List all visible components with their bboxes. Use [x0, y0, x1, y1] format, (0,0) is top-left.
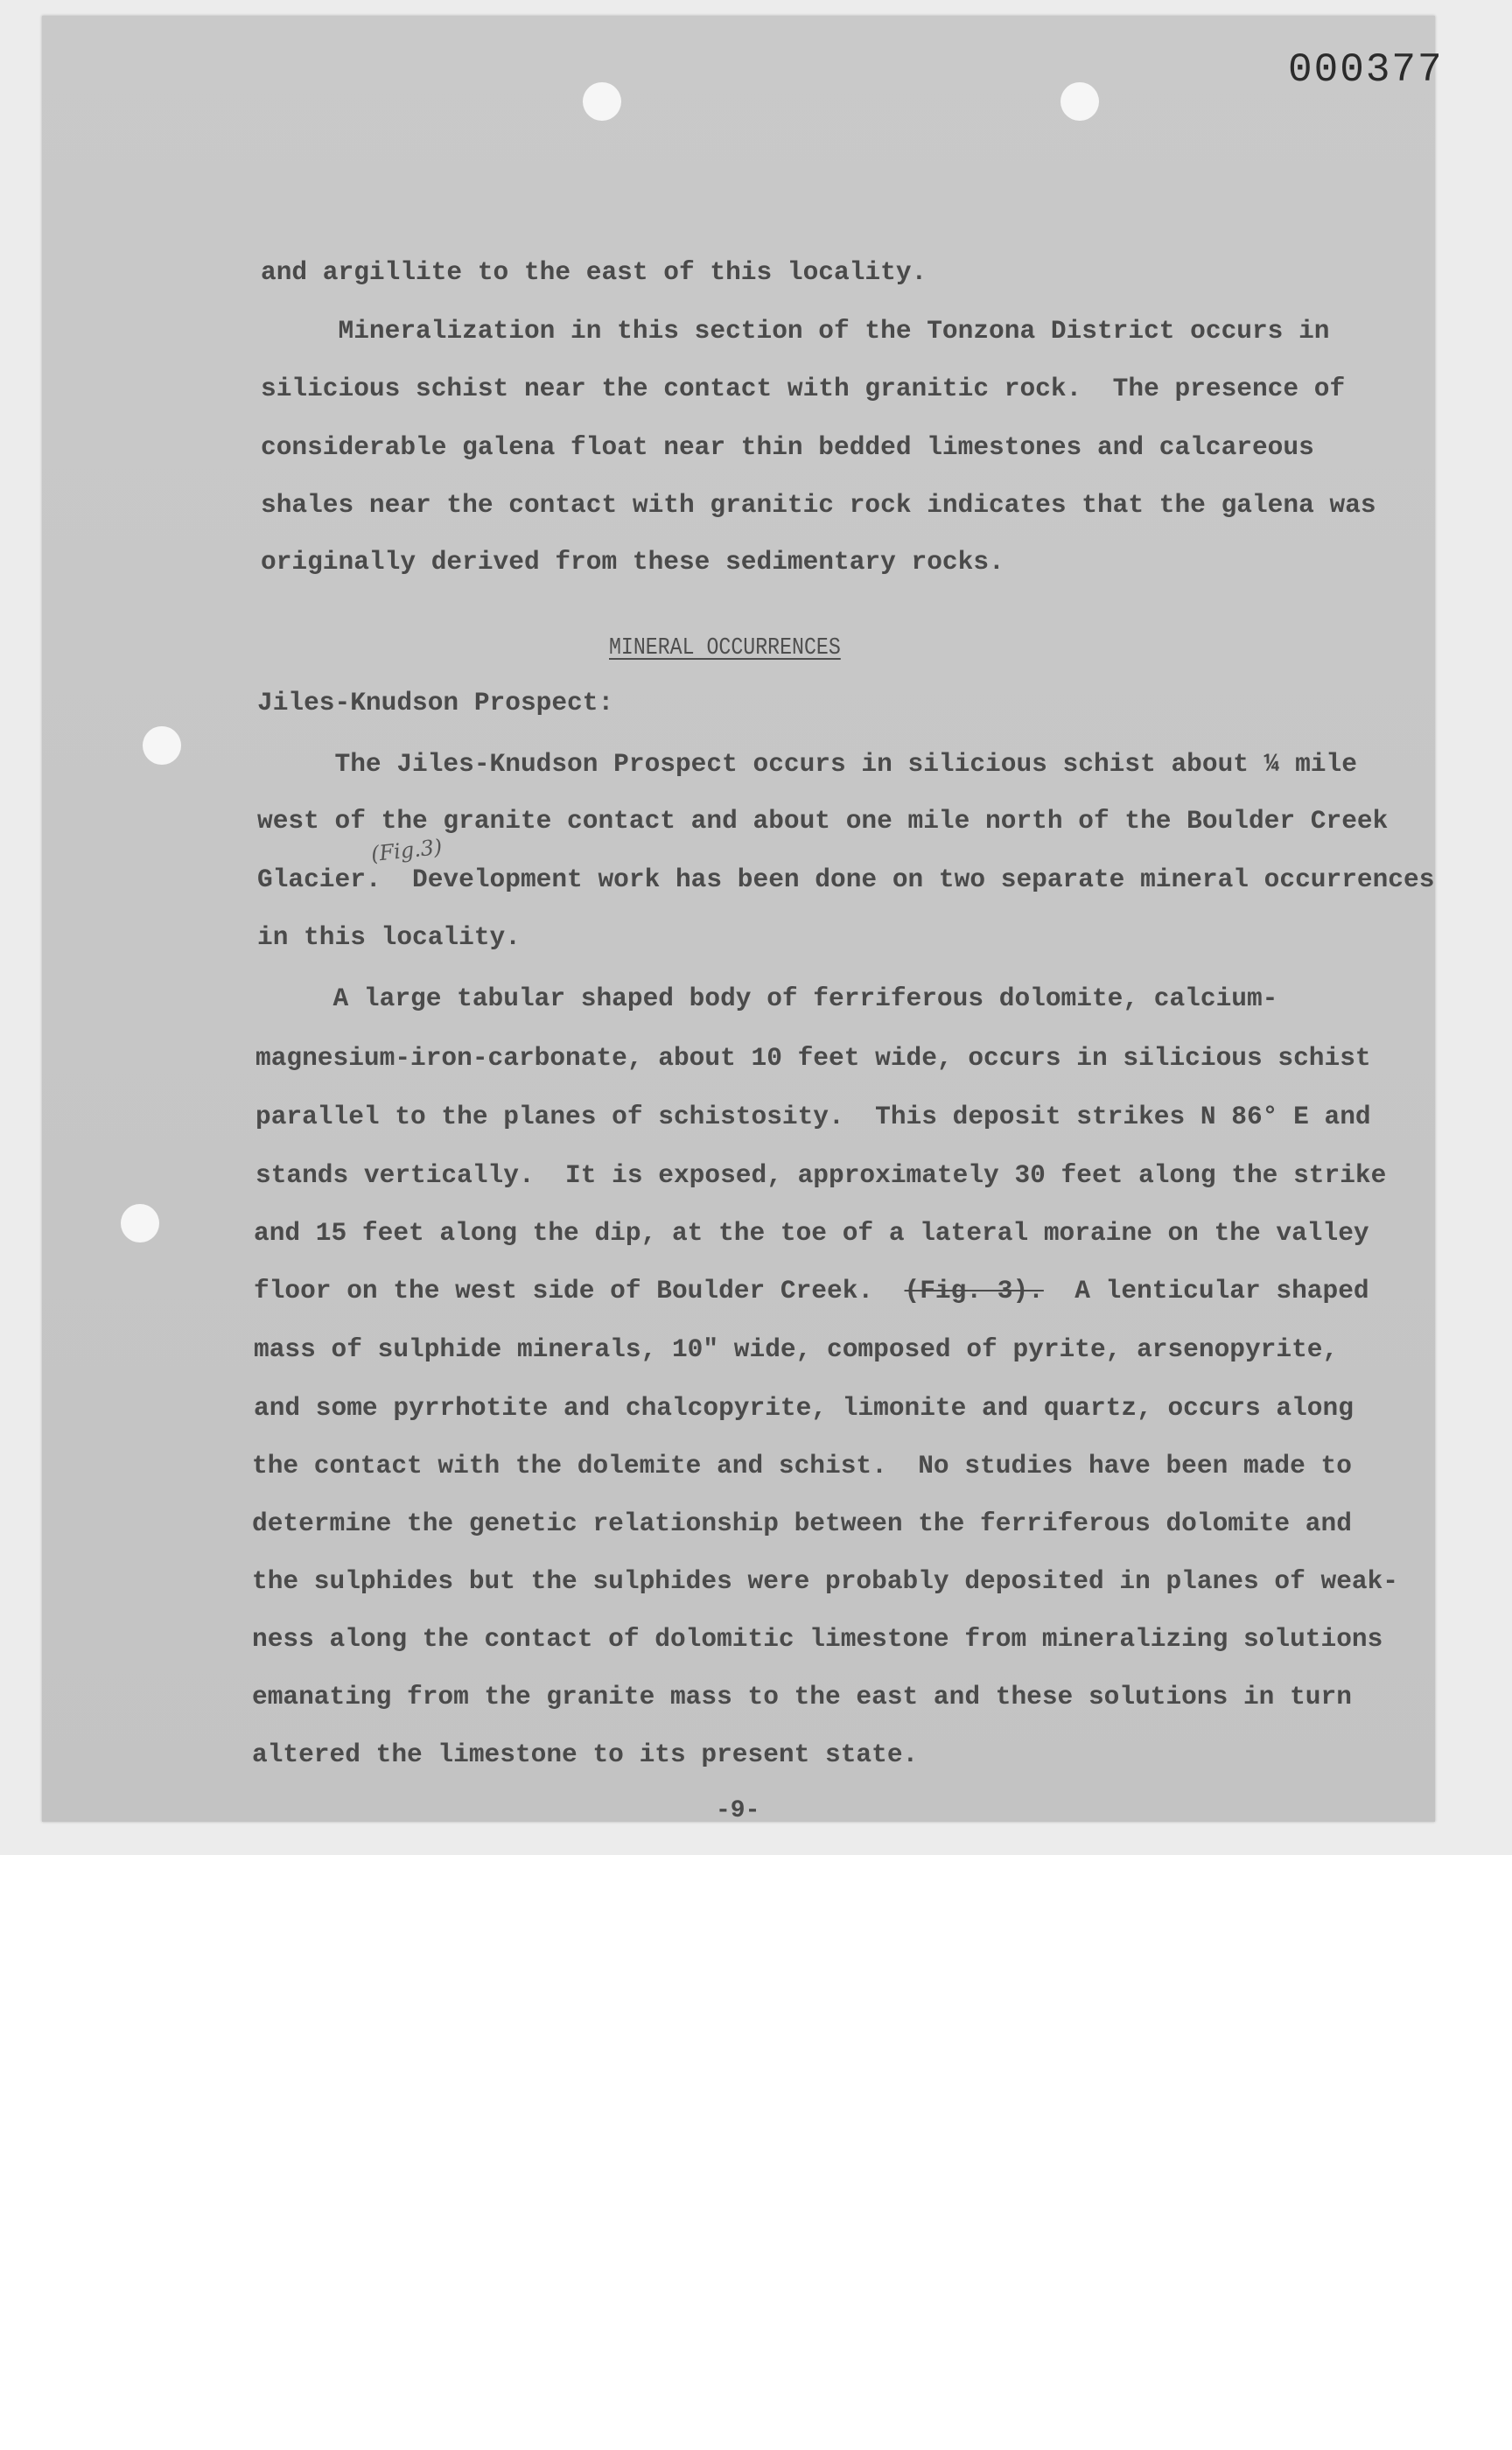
text-line: originally derived from these sedimentary rocks. — [261, 547, 1004, 577]
text-line: mass of sulphide minerals, 10" wide, composed of pyrite, arsenopyrite, — [254, 1334, 1339, 1364]
punch-hole — [121, 1204, 159, 1242]
text-line: silicious schist near the contact with granitic rock. The presence of — [261, 374, 1346, 403]
document-page — [42, 16, 1444, 1824]
text-segment: A lenticular shaped — [1043, 1276, 1369, 1306]
text-line: Glacier. Development work has been done on two separate mineral occurrences — [257, 864, 1435, 894]
text-line: considerable galena float near thin bedded limestones and calcareous — [261, 432, 1314, 462]
text-line: Mineralization in this section of the Tonzona District occurs in — [261, 316, 1330, 346]
text-line: in this locality. — [257, 922, 521, 952]
text-line: shales near the contact with granitic rock indicates that the galena was — [261, 490, 1376, 520]
text-line: and some pyrrhotite and chalcopyrite, limonite and quartz, occurs along — [254, 1393, 1354, 1423]
text-line: determine the genetic relationship between the ferriferous dolomite and — [252, 1508, 1352, 1538]
text-line: and 15 feet along the dip, at the toe of a lateral moraine on the valley — [254, 1218, 1369, 1248]
text-line: the contact with the dolemite and schist. No studies have been made to — [252, 1451, 1352, 1480]
page-number: -9- — [716, 1797, 760, 1824]
punch-hole — [143, 726, 181, 765]
text-line: ness along the contact of dolomitic limestone from mineralizing solutions — [252, 1624, 1383, 1654]
struck-figure-reference: (Fig. 3). — [904, 1276, 1044, 1306]
text-line: the sulphides but the sulphides were probably deposited in planes of weak- — [252, 1566, 1399, 1596]
text-line: parallel to the planes of schistosity. This deposit strikes N 86° E and — [256, 1102, 1371, 1131]
handwritten-annotation: (Fig.3) — [369, 834, 444, 867]
text-line: magnesium-iron-carbonate, about 10 feet wide, occurs in silicious schist — [256, 1043, 1371, 1073]
text-line: A large tabular shaped body of ferriferous dolomite, calcium- — [256, 984, 1278, 1013]
text-line: and argillite to the east of this locality. — [261, 257, 928, 287]
text-line: stands vertically. It is exposed, approximately 30 feet along the strike — [256, 1160, 1387, 1190]
text-line-with-strikeout — [254, 1276, 1369, 1306]
text-segment: floor on the west side of Boulder Creek. — [254, 1276, 905, 1306]
text-line: emanating from the granite mass to the east and these solutions in turn — [252, 1682, 1352, 1712]
subheading: Jiles-Knudson Prospect: — [257, 688, 614, 718]
punch-hole — [1060, 82, 1099, 121]
text-line: altered the limestone to its present state. — [252, 1740, 919, 1769]
section-heading: MINERAL OCCURRENCES — [609, 635, 841, 662]
text-line: The Jiles-Knudson Prospect occurs in silicious schist about ¼ mile — [257, 749, 1357, 779]
archive-stamp-number: 000377 — [1288, 47, 1444, 93]
text-line: west of the granite contact and about one mile north of the Boulder Creek — [257, 806, 1389, 836]
punch-hole — [583, 82, 621, 121]
